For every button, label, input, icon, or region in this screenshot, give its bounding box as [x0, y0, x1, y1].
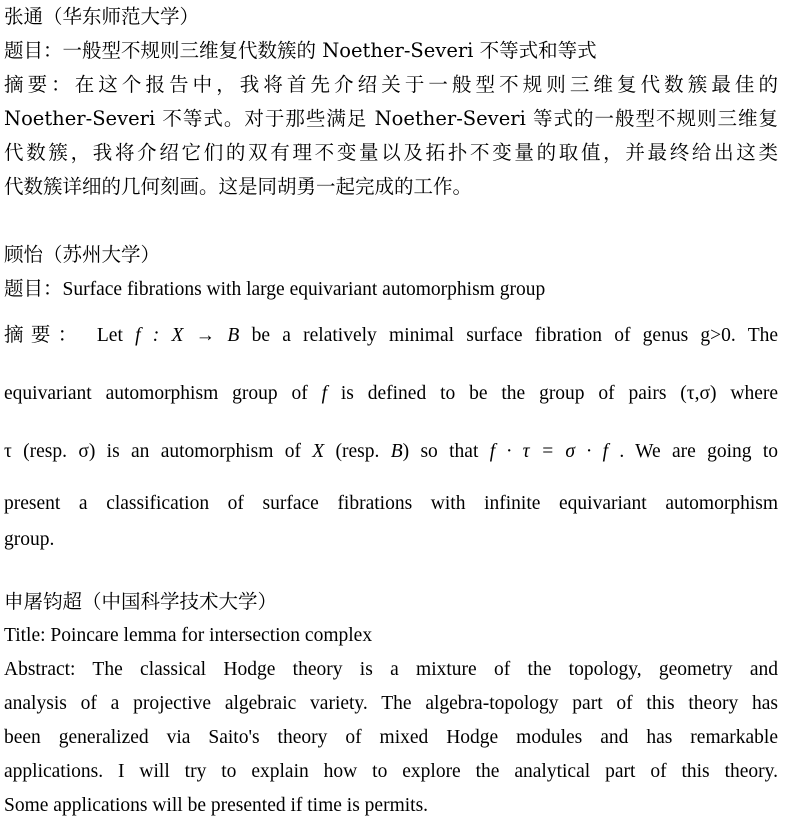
abstract-line: Abstract: The classical Hodge theory is a mixture of the topology, geometry and — [4, 659, 778, 680]
speaker-name: 申屠钧超（中国科学技术大学） — [4, 590, 278, 613]
abstract-line: Noether-Severi 不等式。对于那些满足 Noether-Severi 等式的一般型不规则三维复 — [4, 107, 778, 130]
abstract-text: Let — [96, 325, 123, 346]
title-text: Surface fibrations with large equivariant automorphism group — [62, 279, 546, 300]
abstract-text: ) so that — [402, 441, 479, 462]
talk-title: Title: Poincare lemma for intersection complex — [4, 625, 373, 646]
abstract-line: present a classification of surface fibrations with infinite equivariant automorphism — [4, 493, 778, 514]
abstract-line — [4, 423, 778, 481]
formula-X: X — [312, 441, 325, 462]
document-page — [4, 0, 778, 823]
talk-title — [4, 272, 778, 307]
abstract-line: Some applications will be presented if time is permits. — [4, 795, 429, 816]
formula-f: f — [321, 383, 327, 404]
abstract-line — [4, 365, 778, 423]
abstract-text: equivariant automorphism group of — [4, 383, 308, 404]
abstract-line — [4, 307, 778, 365]
abstract-line: 代数簇，我将介绍它们的双有理不变量以及拓扑不变量的取值，并最终给出这类 — [4, 141, 778, 164]
abstract-line — [4, 68, 778, 102]
abstract-text: be a relatively minimal surface fibration of genus g>0. The — [251, 325, 779, 346]
talk-title — [4, 34, 778, 68]
abstract-prefix: 摘要： — [4, 325, 85, 346]
abstract-text: . We are going to — [619, 441, 779, 462]
talk-entry-shentu-junchao — [4, 585, 778, 823]
abstract-line: been generalized via Saito's theory of mixed Hodge modules and has remarkable — [4, 727, 778, 748]
abstract-line: group. — [4, 529, 55, 550]
abstract-text: 在这个报告中，我将首先介绍关于一般型不规则三维复代数簇最佳的 — [74, 73, 778, 96]
talk-entry-zhang-tong — [4, 0, 778, 204]
talk-entry-gu-yi — [4, 238, 778, 553]
speaker-name: 张通（华东师范大学） — [4, 5, 200, 28]
formula-map: f : X → B — [135, 325, 240, 346]
abstract-text: τ (resp. σ) is an automorphism of — [4, 441, 301, 462]
abstract-text: (resp. — [335, 441, 380, 462]
spacer — [4, 553, 778, 585]
formula-composition: f · τ = σ · f — [489, 441, 608, 462]
title-text: 一般型不规则三维复代数簇的 Noether-Severi 不等式和等式 — [62, 39, 597, 62]
abstract-line: analysis of a projective algebraic variety. The algebra-topology part of this theory has — [4, 693, 778, 714]
abstract-line: applications. I will try to explain how to explore the analytical part of this theory. — [4, 761, 778, 782]
spacer — [4, 204, 778, 238]
abstract-line: 代数簇详细的几何刻画。这是同胡勇一起完成的工作。 — [4, 175, 473, 198]
speaker-name: 顾怡（苏州大学） — [4, 243, 161, 266]
title-prefix: 题目： — [4, 39, 63, 62]
abstract-prefix: 摘要： — [4, 73, 75, 96]
formula-B: B — [390, 441, 403, 462]
abstract-text: is defined to be the group of pairs (τ,σ) where — [340, 383, 779, 404]
title-prefix: 题目： — [4, 277, 63, 300]
